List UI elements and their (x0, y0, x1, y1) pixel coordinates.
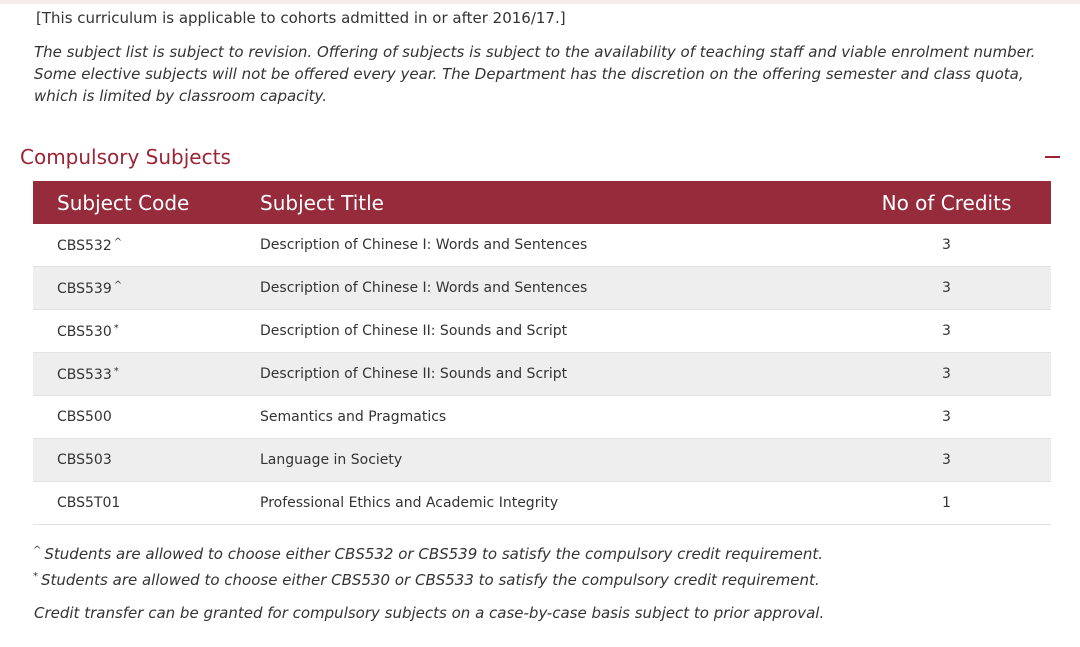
subject-credits: 3 (842, 267, 1051, 310)
subject-credits: 3 (842, 224, 1051, 267)
top-divider (0, 0, 1080, 4)
footnote-text: Students are allowed to choose either CBS532 or CBS539 to satisfy the compulsory credit requirement. (44, 545, 824, 563)
subject-credits: 3 (842, 396, 1051, 439)
subject-credits: 3 (842, 310, 1051, 353)
footnote-mark: * (33, 571, 38, 582)
subject-code: CBS5T01 (57, 495, 121, 511)
subject-title: Professional Ethics and Academic Integrity (260, 482, 842, 525)
footnote-mark: ^ (113, 279, 123, 291)
subject-code-cell (33, 439, 260, 482)
table-row (33, 439, 1051, 482)
footnote-asterisk (33, 564, 1033, 590)
subject-code-cell (33, 267, 260, 310)
table-row (33, 310, 1051, 353)
table-row (33, 224, 1051, 267)
subject-credits: 1 (842, 482, 1051, 525)
subject-title: Description of Chinese II: Sounds and Script (260, 353, 842, 396)
header-subject-code: Subject Code (57, 190, 190, 215)
credit-transfer-note: Credit transfer can be granted for compulsory subjects on a case-by-case basis subject to prior approval. (34, 604, 825, 622)
footnote-text: Students are allowed to choose either CBS530 or CBS533 to satisfy the compulsory credit requirement. (41, 571, 820, 589)
subject-credits: 3 (842, 353, 1051, 396)
header-subject-title: Subject Title (260, 190, 384, 215)
footnote-caret (33, 538, 1033, 564)
subject-title: Language in Society (260, 439, 842, 482)
compulsory-subjects-accordion-header[interactable] (20, 143, 1060, 171)
subject-code: CBS500 (57, 409, 112, 425)
footnote-mark: * (113, 365, 119, 377)
footnote-mark: * (113, 322, 119, 334)
subject-code: CBS532 (57, 237, 112, 254)
table-row (33, 267, 1051, 310)
subject-title: Description of Chinese I: Words and Sentences (260, 224, 842, 267)
curriculum-note: [This curriculum is applicable to cohorts admitted in or after 2016/17.] (36, 9, 566, 27)
subject-code: CBS503 (57, 452, 112, 468)
footnote-mark: ^ (113, 236, 123, 248)
section-title: Compulsory Subjects (20, 145, 231, 169)
subject-code: CBS539 (57, 280, 112, 297)
subject-title: Description of Chinese I: Words and Sentences (260, 267, 842, 310)
subject-credits: 3 (842, 439, 1051, 482)
subject-code-cell (33, 353, 260, 396)
table-row (33, 396, 1051, 439)
subject-code-cell (33, 310, 260, 353)
subject-code-cell (33, 396, 260, 439)
subject-code: CBS530 (57, 323, 112, 340)
subject-code: CBS533 (57, 366, 112, 383)
subject-code-cell (33, 482, 260, 525)
subject-list-disclaimer: The subject list is subject to revision. Offering of subjects is subject to the availability of teaching staff and viable enrolment number. Some elective subjects will not be offered every year. The Department has the discretion on the offering semester and class quota, which is limited by classroom capacity. (34, 43, 1036, 105)
table-row (33, 482, 1051, 525)
table-row (33, 353, 1051, 396)
footnote-mark: ^ (33, 545, 42, 556)
table-header-row (33, 181, 1051, 224)
footnotes (33, 538, 1033, 590)
header-credits: No of Credits (881, 190, 1012, 215)
minus-icon[interactable] (1045, 156, 1060, 158)
subject-title: Description of Chinese II: Sounds and Script (260, 310, 842, 353)
compulsory-subjects-table (33, 181, 1051, 525)
subject-title: Semantics and Pragmatics (260, 396, 842, 439)
subject-code-cell (33, 224, 260, 267)
